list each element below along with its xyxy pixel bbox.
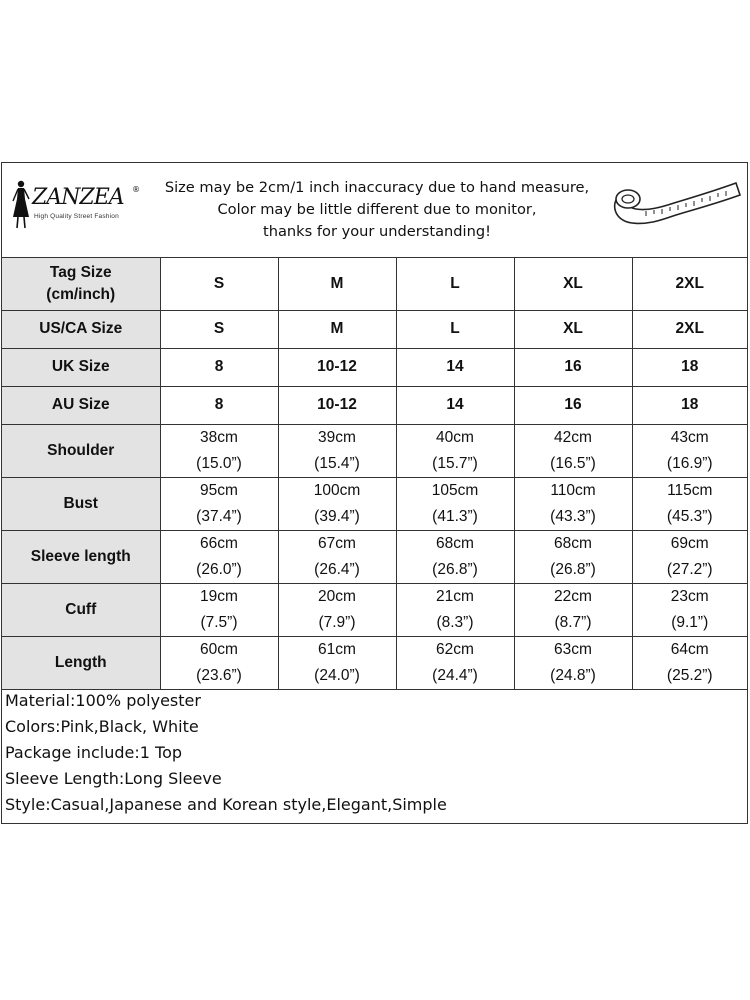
measurement-cell [632,424,747,477]
measurement-cm: 19cm [200,587,238,605]
measurement-cm: 20cm [318,587,356,605]
size-cell: S [160,310,278,348]
size-cell: 8 [160,386,278,424]
size-cell: 18 [632,386,747,424]
measurement-row [2,477,747,530]
measurement-cm: 100cm [313,481,361,499]
measurement-cell [396,477,514,530]
size-cell: 16 [514,348,632,386]
measurement-cm: 110cm [550,481,596,499]
size-cell: XL [514,310,632,348]
measurement-cm: 64cm [670,640,709,658]
measurement-cell [396,530,514,583]
measurement-inch: (7.5”) [200,613,238,631]
row-label [2,348,160,386]
measurement-cell [632,530,747,583]
row-label [2,258,160,310]
brand-name: ZANZEA [32,185,124,210]
measurement-cell [396,583,514,636]
size-cell: S [160,258,278,310]
measurement-inch: (15.0”) [196,454,242,472]
measurement-inch: (37.4”) [196,507,242,525]
measurement-cm: 43cm [670,428,709,446]
measurement-inch: (26.0”) [196,560,242,578]
size-cell: L [396,310,514,348]
size-cell: 10-12 [278,386,396,424]
measurement-cm: 39cm [318,428,356,446]
measurement-inch: (25.2”) [666,666,713,684]
measurement-cm: 115cm [667,481,713,499]
measurement-inch: (41.3”) [432,507,478,525]
measurement-inch: (43.3”) [550,507,596,525]
measurement-cell [632,636,747,689]
chart-header [2,163,747,258]
measurement-cm: 63cm [554,640,592,658]
measurement-inch: (8.3”) [436,613,474,631]
size-cell: M [278,310,396,348]
measurement-label: Length [2,636,160,689]
measurement-cell [160,424,278,477]
measurement-inch: (27.2”) [666,560,713,578]
size-cell: 2XL [632,310,747,348]
size-cell: 2XL [632,258,747,310]
size-cell: 16 [514,386,632,424]
measurement-cell [278,424,396,477]
measurement-cm: 62cm [436,640,474,658]
size-chart-card [1,162,748,824]
measurement-label: Sleeve length [2,530,160,583]
measurement-cm: 95cm [200,481,238,499]
measurement-cm: 22cm [554,587,592,605]
size-table-body [2,258,747,689]
measurement-inch: (15.4”) [314,454,360,472]
registered-mark: ® [132,185,140,194]
size-cell: 8 [160,348,278,386]
measurement-inch: (7.9”) [318,613,356,631]
measurement-row [2,424,747,477]
measurement-cm: 23cm [670,587,709,605]
row-label-text: US/CA Size [39,320,123,337]
detail-sleeve-length: Sleeve Length:Long Sleeve [5,769,222,788]
measurement-inch: (15.7”) [432,454,478,472]
measurement-cm: 66cm [200,534,238,552]
size-cell: 18 [632,348,747,386]
measurement-cell [514,424,632,477]
brand-logo [10,177,150,237]
measurement-cm: 68cm [554,534,592,552]
measurement-notice [152,177,602,243]
product-details [5,688,447,818]
measurement-cm: 42cm [554,428,592,446]
row-label-text: Tag Size [49,263,112,281]
measurement-label: Shoulder [2,424,160,477]
size-system-row [2,310,747,348]
size-cell: M [278,258,396,310]
measurement-cell [278,583,396,636]
measurement-cm: 69cm [670,534,709,552]
measurement-cell [160,636,278,689]
measurement-inch: (9.1”) [671,613,709,631]
measurement-cm: 38cm [200,428,238,446]
measurement-inch: (8.7”) [554,613,592,631]
detail-colors: Colors:Pink,Black, White [5,717,199,736]
measurement-cell [160,477,278,530]
row-label-subtext: (cm/inch) [46,285,116,303]
measurement-label: Cuff [2,583,160,636]
brand-tagline: High Quality Street Fashion [34,213,119,220]
measurement-cell [514,530,632,583]
detail-style: Style:Casual,Japanese and Korean style,Elegant,Simple [5,795,447,814]
measurement-row [2,530,747,583]
notice-line: Color may be little different due to monitor, [217,201,537,218]
size-table [2,258,747,690]
measurement-cell [160,530,278,583]
row-label [2,310,160,348]
measurement-inch: (26.8”) [550,560,596,578]
measurement-inch: (23.6”) [196,666,242,684]
measurement-cm: 40cm [436,428,474,446]
measurement-row [2,583,747,636]
measurement-cell [278,636,396,689]
measurement-cell [514,477,632,530]
measurement-inch: (24.8”) [550,666,596,684]
measurement-cell [632,583,747,636]
measurement-inch: (45.3”) [666,507,713,525]
measurement-inch: (24.4”) [432,666,478,684]
measurement-cm: 68cm [436,534,474,552]
measurement-label: Bust [2,477,160,530]
measurement-cm: 21cm [436,587,474,605]
size-system-row [2,386,747,424]
measurement-cell [514,636,632,689]
size-system-row [2,348,747,386]
detail-package: Package include:1 Top [5,743,183,762]
measurement-cell [632,477,747,530]
measurement-cell [160,583,278,636]
size-cell: 10-12 [278,348,396,386]
measurement-inch: (39.4”) [314,507,360,525]
size-cell: 14 [396,386,514,424]
detail-material: Material:100% polyester [5,691,201,710]
measurement-cm: 67cm [318,534,356,552]
measuring-tape-icon [606,175,746,243]
measurement-inch: (16.5”) [550,454,596,472]
measurement-inch: (16.9”) [666,454,713,472]
measurement-cell [278,530,396,583]
notice-line: Size may be 2cm/1 inch inaccuracy due to hand measure, [164,179,590,196]
size-cell: L [396,258,514,310]
measurement-inch: (26.4”) [314,560,360,578]
measurement-inch: (24.0”) [314,666,360,684]
measurement-cm: 60cm [200,640,238,658]
row-label-text: AU Size [51,396,110,413]
row-label [2,386,160,424]
measurement-cm: 105cm [431,481,479,499]
measurement-cell [278,477,396,530]
measurement-cell [514,583,632,636]
size-cell: 14 [396,348,514,386]
measurement-inch: (26.8”) [432,560,478,578]
measurement-row [2,636,747,689]
row-label-text: UK Size [51,358,110,375]
size-system-row [2,258,747,310]
measurement-cell [396,424,514,477]
measurement-cell [396,636,514,689]
size-cell: XL [514,258,632,310]
measurement-cm: 61cm [318,640,356,658]
notice-line: thanks for your understanding! [263,223,491,240]
fashion-model-icon [10,179,32,229]
